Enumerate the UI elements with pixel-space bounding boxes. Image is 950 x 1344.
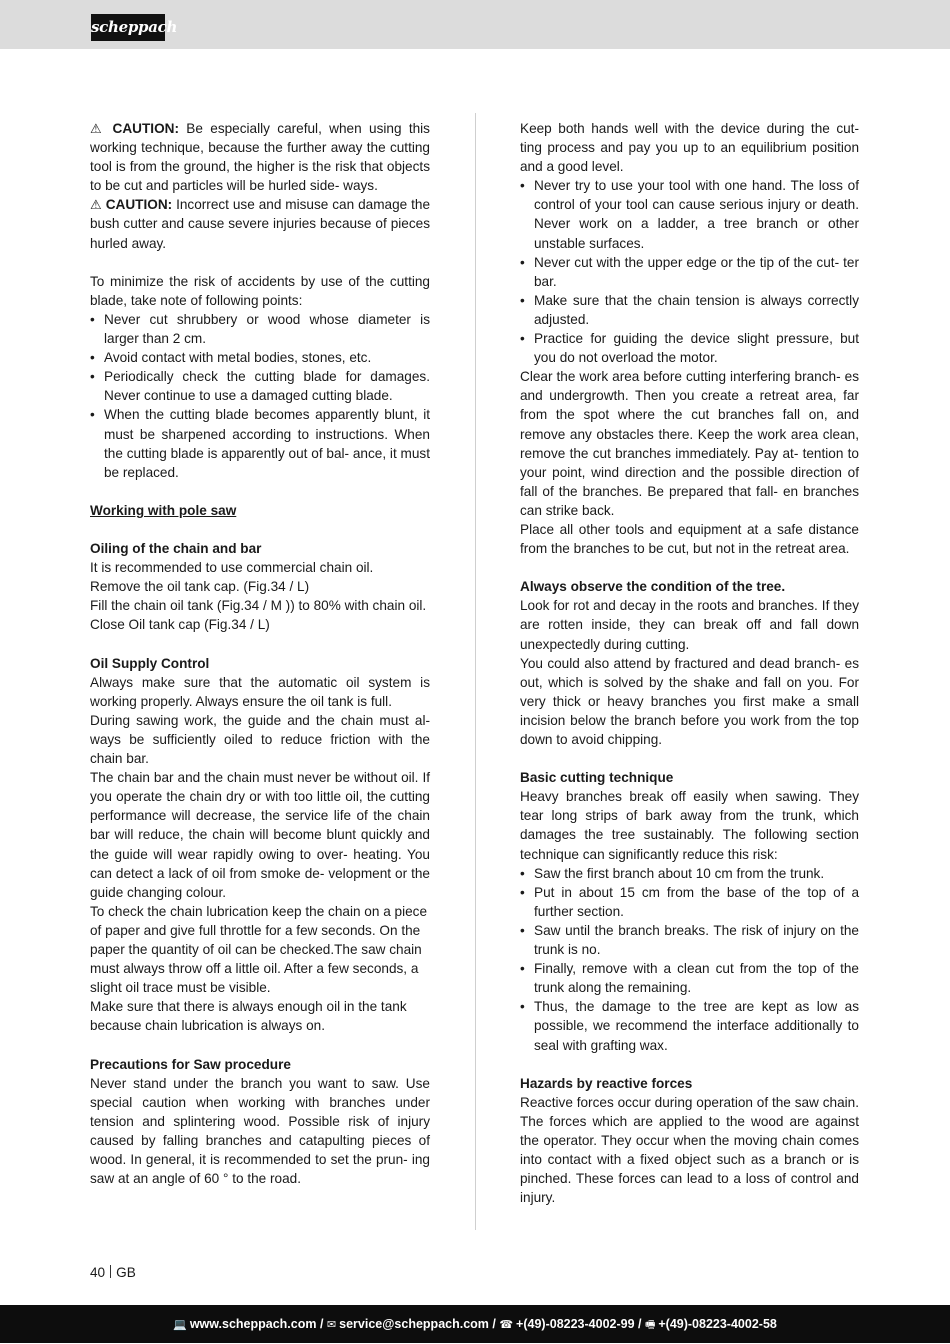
fax-icon: 🖷 — [644, 1319, 656, 1331]
tree-paragraph: You could also attend by fractured and dead branch- es out, which is solved by the shake and fall on you. For very thick or heavy branches you first make a small incision below the branch before you work from the top down to avoid chipping. — [520, 655, 859, 747]
tree-paragraph: Look for rot and decay in the roots and branches. If they are rotten inside, they can break off and fall down unexpectedly during cutting. — [520, 598, 859, 652]
brand-logo: scheppach — [91, 14, 165, 41]
caution-text: Incorrect use and misuse can damage the bush cutter and cause severe injuries because of pieces hurled away. — [90, 197, 431, 251]
oiling-heading: Oiling of the chain and bar — [90, 541, 262, 557]
caution-paragraph-2 — [90, 195, 430, 252]
caution-text: Be especially careful, when using this working technique, because the further away the cutting tool is from the ground, the higher is the risk that objects to be cut and particles will be hurled side- ways. — [90, 121, 430, 194]
caution-label: CAUTION: — [112, 121, 179, 136]
list-item: • Practice for guiding the device slight pressure, but you do not overload the motor. — [520, 329, 859, 367]
list-item: • Saw the first branch about 10 cm from the trunk. — [520, 864, 859, 883]
reactive-text: Reactive forces occur during operation of the saw chain. The forces which are applied to the wood are against the operator. They occur when the moving chain comes into contact with a fixed object such as a branch or is pinched. These forces can lead to a loss of control and injury. — [520, 1094, 859, 1206]
page-number — [90, 1263, 136, 1282]
blade-points-list — [90, 310, 430, 482]
oil-supply-paragraph: Always make sure that the automatic oil system is working properly. Always ensure the oil tank is full. — [90, 674, 430, 709]
phone-icon: ☎ — [499, 1319, 514, 1331]
page-separator — [110, 1265, 111, 1278]
header-bar — [0, 0, 950, 49]
computer-icon: 💻 — [173, 1319, 187, 1331]
saw-points-list — [520, 176, 859, 367]
hands-intro: Keep both hands well with the device during the cut- ting process and pay you up to an equilibrium position and a good level. — [520, 121, 859, 175]
section-title: Working with pole saw — [90, 502, 237, 518]
caution-paragraph-1 — [90, 119, 430, 195]
email-link[interactable]: service@scheppach.com / — [339, 1317, 496, 1331]
warning-triangle-icon: ⚠ — [90, 197, 102, 213]
oiling-line: Fill the chain oil tank (Fig.34 / M )) to 80% with chain oil. — [90, 598, 427, 614]
list-item: • Periodically check the cutting blade for damages. Never continue to use a damaged cutting blade. — [90, 367, 430, 405]
caution-label: CAUTION: — [105, 197, 173, 213]
oil-supply-paragraph: The chain bar and the chain must never be without oil. If you operate the chain dry or with too little oil, the cutting performance will decrease, the service life of the chain bar will reduce, the chain will become blunt quickly and the guide will wear rapidly owing to over- heating. You can detect a lack of oil from smoke de- velopment or the guide changing colour. — [90, 770, 430, 900]
right-column — [520, 119, 859, 1207]
precautions-text: Never stand under the branch you want to saw. Use special caution when working with branches under tension and splintering wood. Possible risk of injury caused by falling branches and catapulting pieces of wood. In general, it is recommended to set the prun- ing saw at an angle of 60 ° to the road. — [90, 1075, 430, 1187]
phone-number: +(49)-08223-4002-99 / — [516, 1317, 642, 1331]
oil-supply-heading: Oil Supply Control — [90, 655, 210, 671]
page-number-value: 40 — [90, 1265, 106, 1280]
tools-text: Place all other tools and equipment at a safe distance from the branches to be cut, but not in the retreat area. — [520, 521, 859, 557]
oiling-line: It is recommended to use commercial chain oil. — [90, 560, 374, 576]
list-item: • Never cut shrubbery or wood whose diameter is larger than 2 cm. — [90, 310, 430, 348]
reactive-heading: Hazards by reactive forces — [520, 1075, 693, 1091]
oil-supply-paragraph: To check the chain lubrication keep the chain on a piece of paper and give full throttle for a few seconds. On the paper the quantity of oil can be checked.The saw chain must always throw off a little oil. After a few seconds, a slight oil trace must be visible. — [90, 903, 428, 996]
page-language: GB — [116, 1265, 136, 1280]
fax-number: +(49)-08223-4002-58 — [658, 1317, 777, 1331]
work-area-text: Clear the work area before cutting interfering branch- es and undergrowth. Then you create a retreat area, far from the spot where the cut branches fall on, and remove any obstacles there. Keep the work area clean, remove the cut branches immediately. Pay at- tention to your point, wind direction and the possible direction of fall of the branches. Be prepared that fall- en branches can strike back. — [520, 369, 859, 518]
tree-heading: Always observe the condition of the tree. — [520, 579, 786, 595]
list-item: • When the cutting blade becomes apparently blunt, it must be sharpened according to instructions. When the cutting blade is apparently out of bal- ance, it must be replaced. — [90, 405, 430, 481]
list-item: • Thus, the damage to the tree are kept as low as possible, we recommend the interface additionally to seal with grafting wax. — [520, 997, 859, 1054]
technique-points-list — [520, 864, 859, 1055]
list-item: • Put in about 15 cm from the base of the top of a further section. — [520, 883, 859, 921]
column-divider — [475, 113, 476, 1230]
oil-supply-paragraph: During sawing work, the guide and the chain must al- ways be sufficiently oiled to reduce friction with the chain bar. — [90, 712, 430, 767]
contact-bar — [0, 1305, 950, 1343]
list-item: • Never try to use your tool with one hand. The loss of control of your tool can cause serious injury or death. Never work on a ladder, a tree branch or other unstable surfaces. — [520, 176, 859, 252]
oil-supply-paragraph: Make sure that there is always enough oil in the tank because chain lubrication is always on. — [90, 999, 407, 1034]
left-column — [90, 119, 430, 1188]
website-link[interactable]: www.scheppach.com / — [189, 1317, 324, 1331]
precautions-heading: Precautions for Saw procedure — [90, 1056, 291, 1072]
warning-triangle-icon: ⚠ — [90, 121, 106, 136]
list-item: • Finally, remove with a clean cut from the top of the trunk along the remaining. — [520, 959, 859, 997]
technique-heading: Basic cutting technique — [520, 770, 674, 786]
list-item: • Make sure that the chain tension is always correctly adjusted. — [520, 291, 859, 329]
list-item: • Never cut with the upper edge or the tip of the cut- ter bar. — [520, 253, 859, 291]
technique-intro: Heavy branches break off easily when sawing. They tear long strips of bark away from the trunk, which damages the tree sustainably. The following section technique can significantly reduce this risk: — [520, 789, 859, 862]
oiling-line: Remove the oil tank cap. (Fig.34 / L) — [90, 579, 310, 595]
list-item: • Avoid contact with metal bodies, stones, etc. — [90, 348, 430, 367]
blade-intro: To minimize the risk of accidents by use of the cutting blade, take note of following points: — [90, 273, 430, 308]
oiling-line: Close Oil tank cap (Fig.34 / L) — [90, 617, 270, 633]
list-item: • Saw until the branch breaks. The risk of injury on the trunk is no. — [520, 921, 859, 959]
envelope-icon: ✉ — [326, 1319, 337, 1331]
